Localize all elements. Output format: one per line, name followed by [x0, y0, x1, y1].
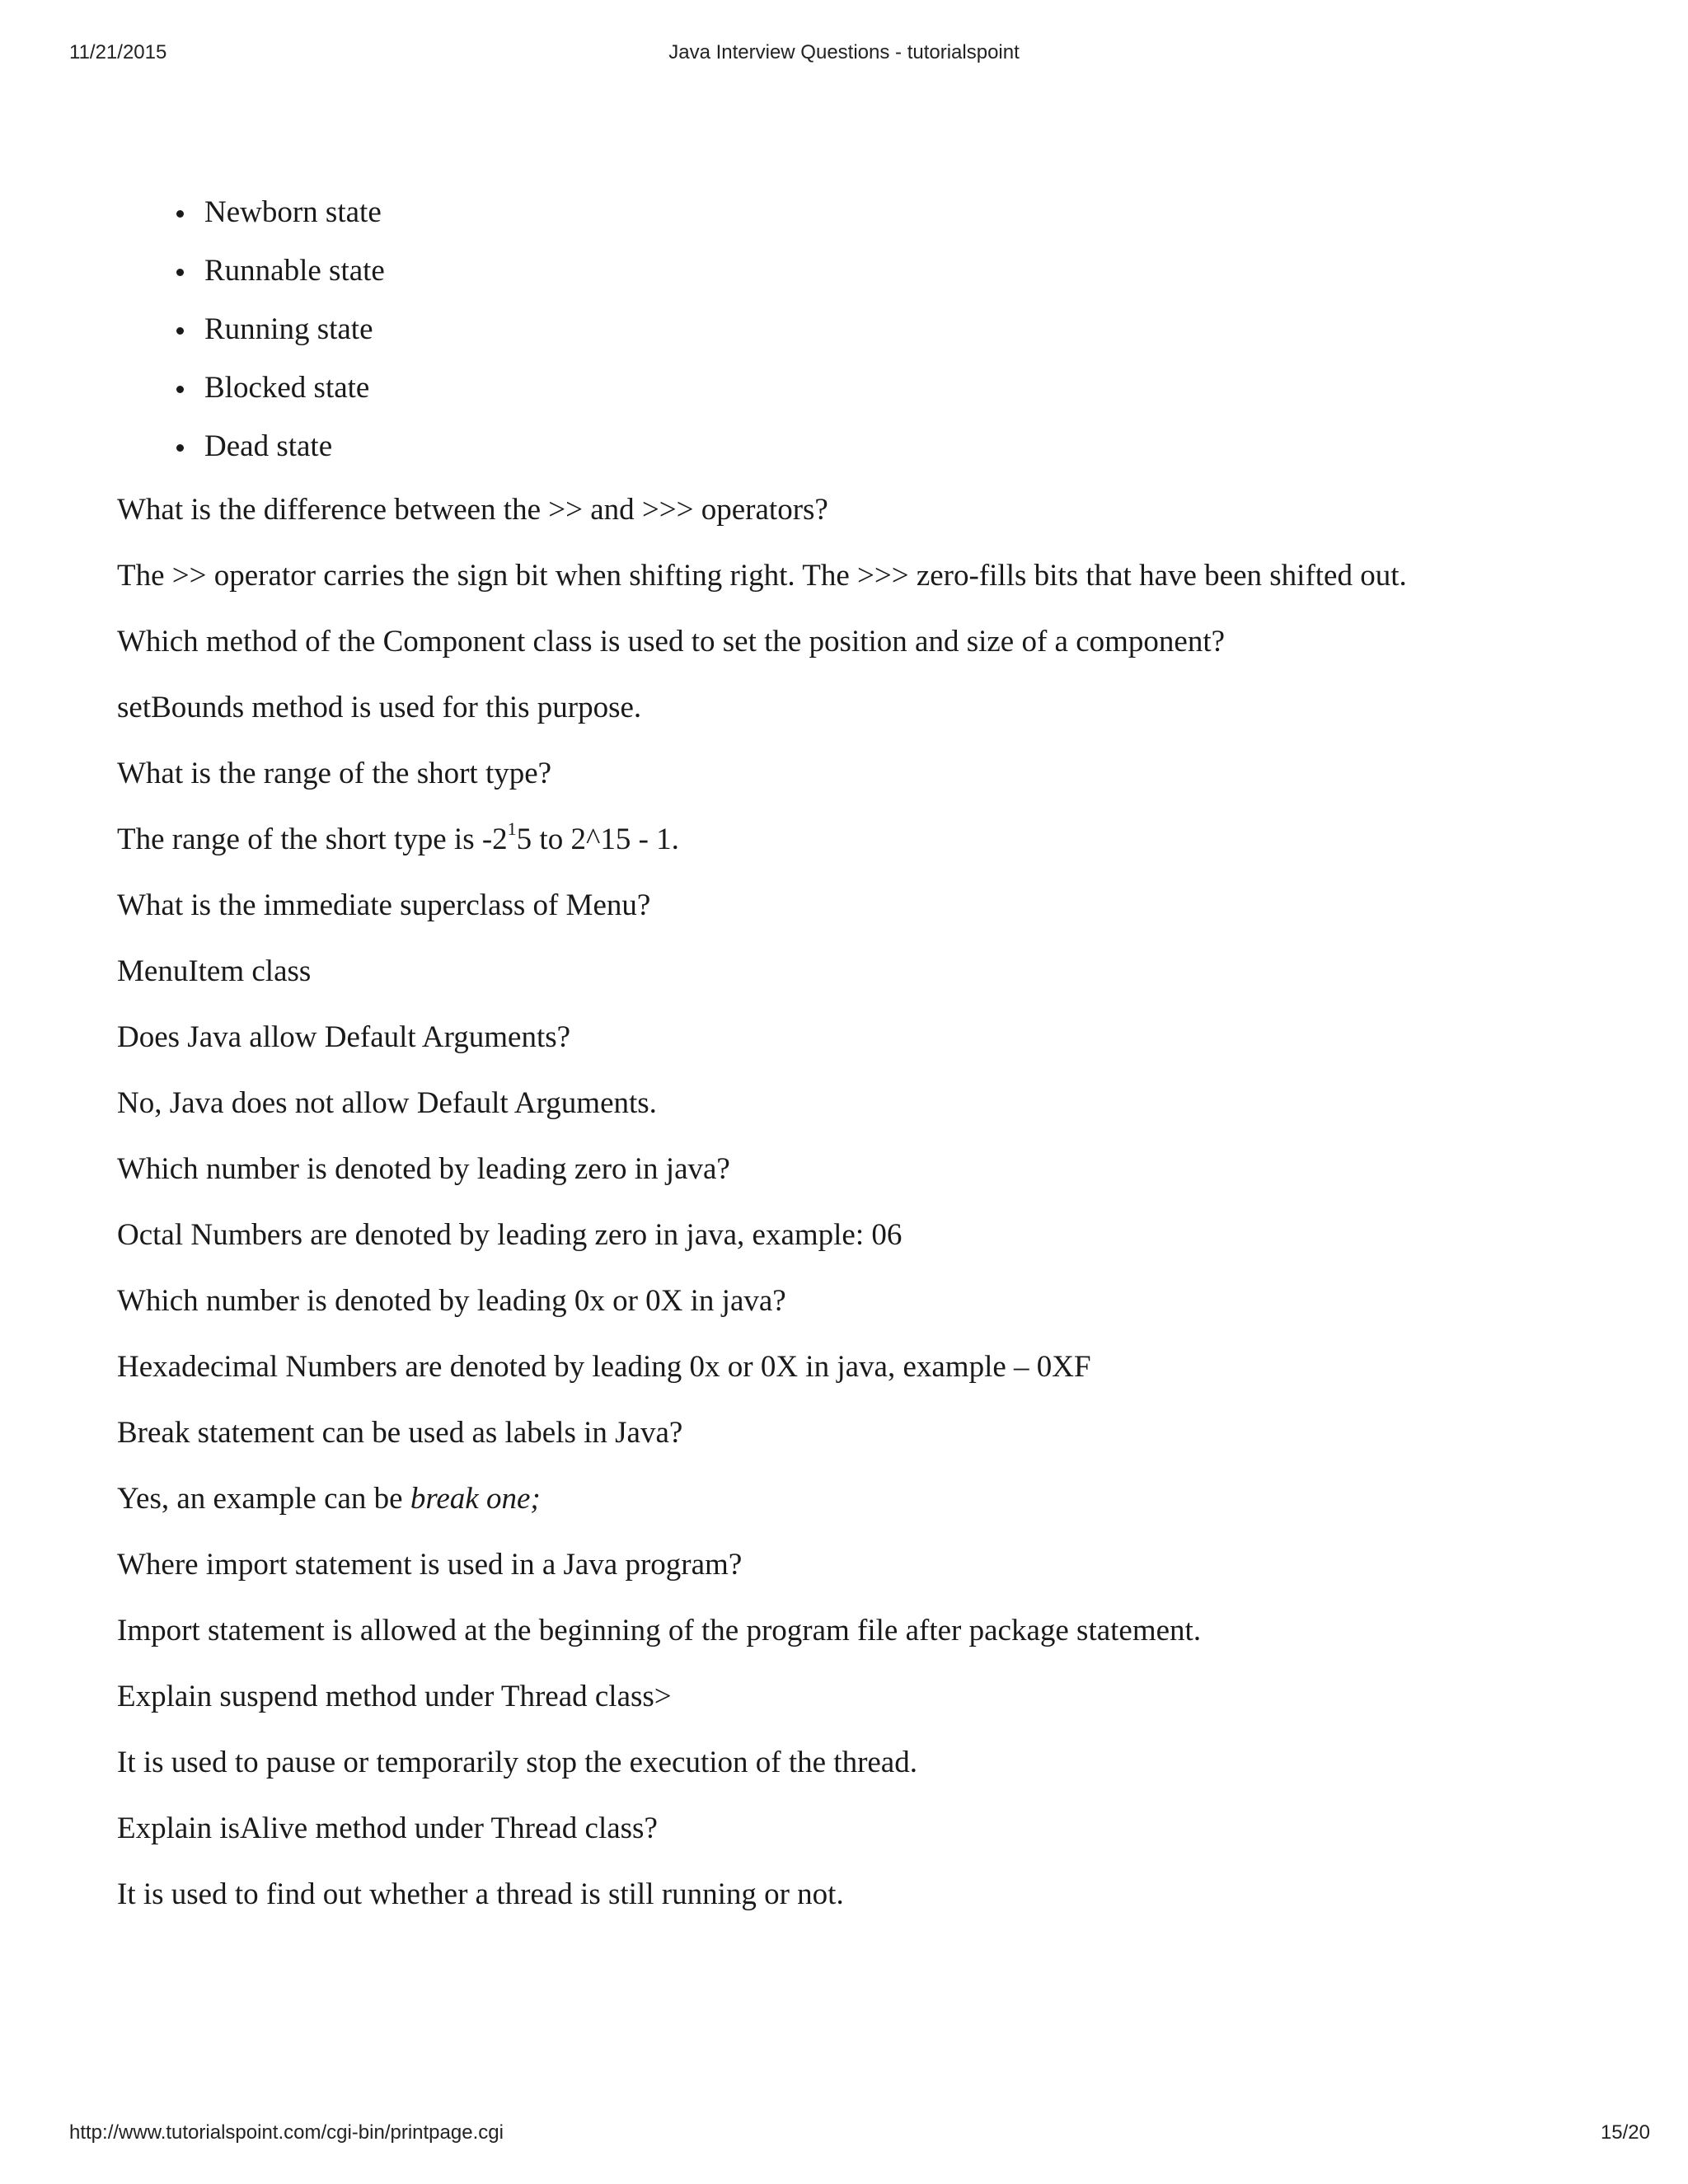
answer: [117, 1481, 1634, 1517]
answer-text: Yes, an example can be: [117, 1482, 410, 1516]
print-footer: [0, 2121, 1688, 2148]
answer: Hexadecimal Numbers are denoted by leading 0x or 0X in java, example – 0XF: [117, 1350, 1091, 1384]
page-title: Java Interview Questions - tutorialspoint: [668, 41, 1020, 63]
page-number: 15/20: [1600, 2121, 1650, 2144]
answer: [117, 818, 1634, 858]
list-item: Dead state: [204, 429, 1634, 465]
question: What is the immediate superclass of Menu?: [117, 888, 651, 922]
document-body: [117, 194, 1634, 1943]
answer: It is used to find out whether a thread is still running or not.: [117, 1877, 844, 1911]
answer: The >> operator carries the sign bit when shifting right. The >>> zero-fills bits that have been shifted out.: [117, 559, 1407, 593]
answer: setBounds method is used for this purpose.: [117, 691, 642, 724]
list-item: Runnable state: [204, 253, 1634, 289]
page-url: http://www.tutorialspoint.com/cgi-bin/printpage.cgi: [69, 2121, 504, 2144]
list-item: Running state: [204, 312, 1634, 348]
answer: It is used to pause or temporarily stop the execution of the thread.: [117, 1746, 917, 1779]
question: Which method of the Component class is used to set the position and size of a component?: [117, 625, 1226, 658]
answer-text: The range of the short type is -2: [117, 823, 508, 856]
answer: Octal Numbers are denoted by leading zero in java, example: 06: [117, 1218, 903, 1252]
question: Where import statement is used in a Java program?: [117, 1548, 743, 1582]
question: Explain isAlive method under Thread class?: [117, 1811, 658, 1845]
question: Explain suspend method under Thread class>: [117, 1680, 672, 1713]
question: Does Java allow Default Arguments?: [117, 1020, 571, 1054]
answer-text: 5 to 2^15 - 1.: [516, 823, 679, 856]
question: Which number is denoted by leading zero in java?: [117, 1152, 730, 1186]
answer: MenuItem class: [117, 954, 312, 988]
thread-states-list: [117, 194, 1634, 465]
print-date: 11/21/2015: [69, 41, 167, 63]
list-item: Blocked state: [204, 370, 1634, 406]
print-header: [0, 41, 1688, 68]
answer: No, Java does not allow Default Arguments.: [117, 1086, 657, 1120]
superscript: 1: [507, 818, 517, 839]
qa-list: [117, 492, 1634, 1913]
question: What is the range of the short type?: [117, 757, 552, 790]
code-example: break one;: [410, 1482, 541, 1516]
question: Which number is denoted by leading 0x or 0X in java?: [117, 1284, 786, 1318]
question: Break statement can be used as labels in Java?: [117, 1416, 683, 1450]
question: What is the difference between the >> and >>> operators?: [117, 493, 828, 527]
list-item: Newborn state: [204, 194, 1634, 231]
answer: Import statement is allowed at the beginning of the program file after package statement.: [117, 1614, 1202, 1647]
